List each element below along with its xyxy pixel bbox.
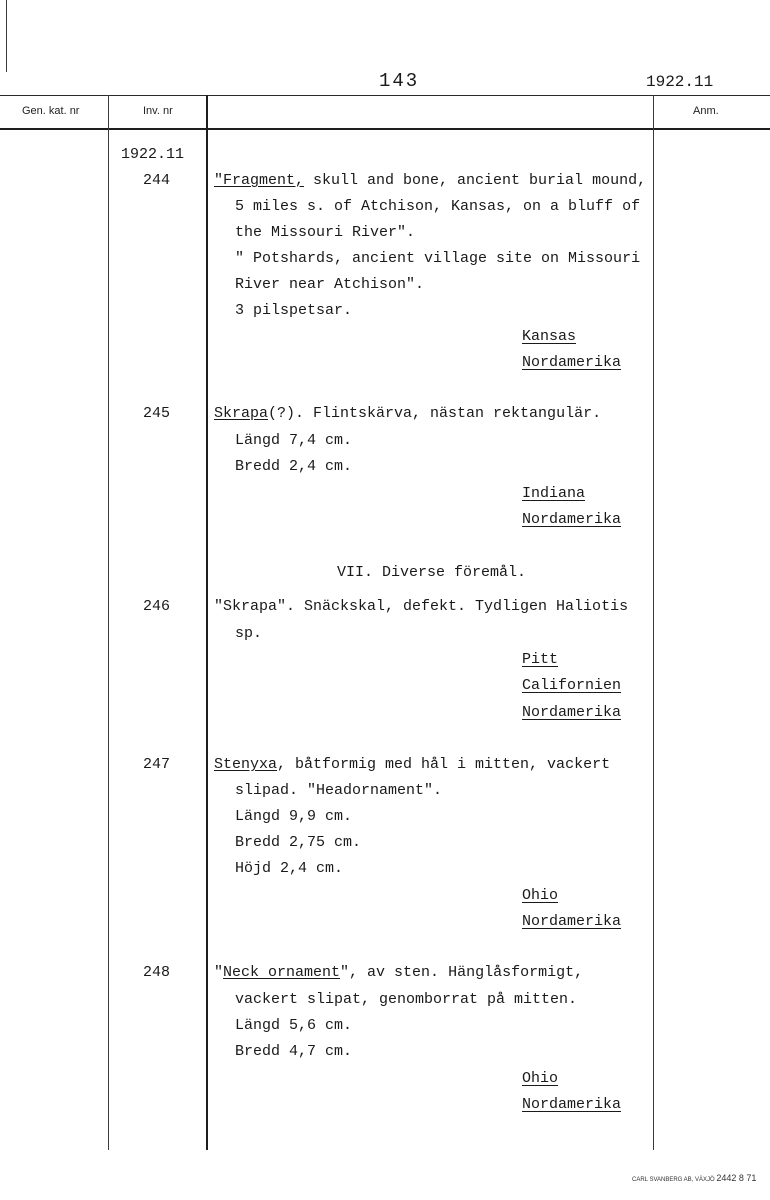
object-name: Skrapa (214, 405, 269, 422)
object-name: "Fragment, (214, 172, 305, 189)
inv-number: 245 (143, 405, 171, 422)
entry-line: Längd 9,9 cm. (235, 808, 353, 825)
place-region: Californien (522, 677, 622, 694)
entry-line: sp. (235, 625, 263, 642)
place-region: Ohio (522, 1070, 559, 1087)
entry-line: Bredd 2,4 cm. (235, 458, 353, 475)
col-divider-gen-inv (108, 95, 109, 1150)
entry-line: " Potshards, ancient village site on Missouri (235, 250, 641, 267)
section-heading: VII. Diverse föremål. (337, 564, 527, 581)
inv-number: 246 (143, 598, 171, 615)
left-margin-line (6, 0, 7, 72)
page-number: 143 (379, 70, 420, 92)
inv-number: 247 (143, 756, 171, 773)
place-region: Indiana (522, 485, 586, 502)
place-locality: Pitt (522, 651, 559, 668)
place-continent: Nordamerika (522, 354, 622, 371)
entry-line: Skrapa(?). Flintskärva, nästan rektangulär. (214, 405, 602, 422)
object-name: Stenyxa (214, 756, 278, 773)
inv-number: 248 (143, 964, 171, 981)
place-continent: Nordamerika (522, 1096, 622, 1113)
place-region: Ohio (522, 887, 559, 904)
entry-line: "Neck ornament", av sten. Hänglåsformigt, (214, 964, 584, 981)
header-top-rule (0, 95, 770, 96)
inv-number: 244 (143, 172, 171, 189)
entry-line: Längd 7,4 cm. (235, 432, 353, 449)
printer-imprint: CARL SVANBERG AB, VÄXJÖ 2442 8 71 (632, 1173, 757, 1183)
entry-line: Stenyxa, båtformig med hål i mitten, vackert (214, 756, 611, 773)
place-continent: Nordamerika (522, 913, 622, 930)
entry-line: slipad. "Headornament". (235, 782, 443, 799)
col-divider-inv-desc (206, 95, 208, 1150)
entry-line: Längd 5,6 cm. (235, 1017, 353, 1034)
entry-line: 5 miles s. of Atchison, Kansas, on a bluff of (235, 198, 641, 215)
entry-line: Höjd 2,4 cm. (235, 860, 344, 877)
entry-line: "Skrapa". Snäckskal, defekt. Tydligen Haliotis (214, 598, 629, 615)
place-continent: Nordamerika (522, 511, 622, 528)
entry-line: vackert slipat, genomborrat på mitten. (235, 991, 578, 1008)
entry-line: the Missouri River". (235, 224, 416, 241)
column-header-anm: Anm. (693, 105, 719, 117)
entry-line: "Fragment, skull and bone, ancient burial mound, (214, 172, 647, 189)
year-code: 1922.11 (646, 73, 714, 91)
entry-line: Bredd 4,7 cm. (235, 1043, 353, 1060)
object-name: Neck ornament (223, 964, 341, 981)
entry-line: River near Atchison". (235, 276, 425, 293)
column-header-gen-kat-nr: Gen. kat. nr (22, 105, 80, 117)
collection-number: 1922.11 (121, 146, 185, 163)
col-divider-desc-anm (653, 95, 654, 1150)
entry-line: Bredd 2,75 cm. (235, 834, 362, 851)
header-bottom-rule (0, 128, 770, 130)
place-continent: Nordamerika (522, 704, 622, 721)
place-region: Kansas (522, 328, 577, 345)
entry-line: 3 pilspetsar. (235, 302, 353, 319)
column-header-inv-nr: Inv. nr (143, 105, 173, 117)
form-number: 2442 8 71 (716, 1173, 757, 1183)
